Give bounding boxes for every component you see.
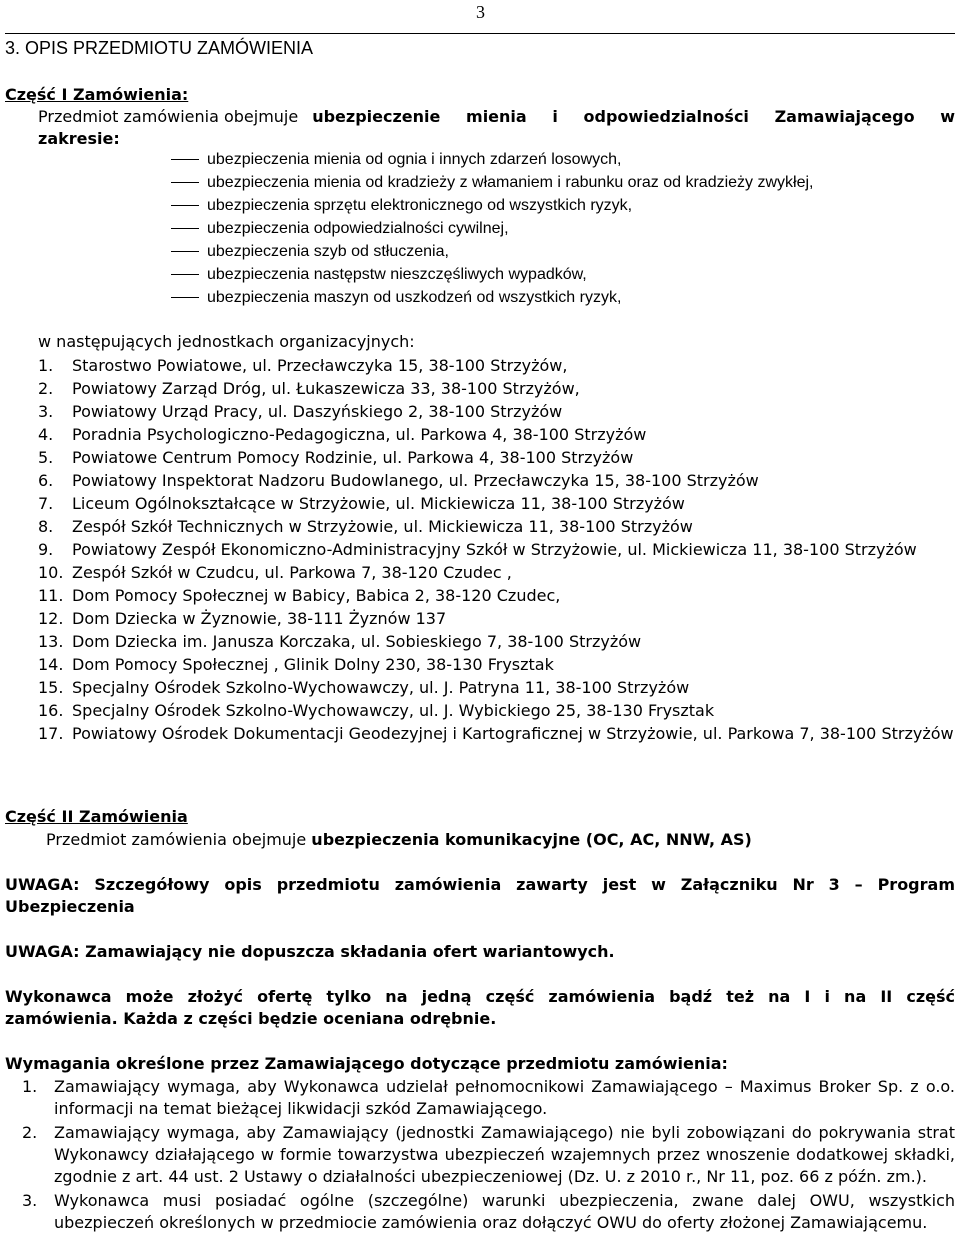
dash-bullet-icon — [171, 159, 199, 160]
section-header — [5, 33, 955, 61]
dash-bullet-icon — [171, 297, 199, 298]
list-item: 14. Dom Pomocy Społecznej , Glinik Dolny 230, 38-130 Frysztak — [38, 655, 554, 674]
scope-item: ubezpieczenia sprzętu elektronicznego od wszystkich ryzyk, — [171, 195, 632, 217]
part1-intro-bold: ubezpieczenie mienia i odpowiedzialności Zamawiającego w — [312, 107, 955, 126]
list-item: 12. Dom Dziecka w Żyznowie, 38-111 Żyznów 137 — [38, 609, 447, 628]
wykonawca-note-cont: zamówienia. Każda z części będzie oceniana odrębnie. — [5, 1009, 497, 1028]
list-item: 16. Specjalny Ośrodek Szkolno-Wychowawczy, ul. J. Wybickiego 25, 38-130 Frysztak — [38, 701, 715, 720]
list-item: 11. Dom Pomocy Społecznej w Babicy, Babica 2, 38-120 Czudec, — [38, 586, 561, 605]
uwaga-variants-note: UWAGA: Zamawiający nie dopuszcza składania ofert wariantowych. — [5, 942, 615, 961]
requirements-heading: Wymagania określone przez Zamawiającego dotyczące przedmiotu zamówienia: — [5, 1054, 728, 1073]
dash-bullet-icon — [171, 251, 199, 252]
list-item: 3. Wykonawca musi posiadać ogólne (szczególne) warunki ubezpieczenia, zwane dalej OWU, wszystkich ubezpieczeń określonych w przedmiocie zamówienia oraz dołączyć OWU do oferty złożonej Zamawiającemu. — [22, 1191, 955, 1232]
dash-bullet-icon — [171, 274, 199, 275]
part1-intro-bold-2: zakresie: — [38, 129, 120, 148]
list-item: 2. Zamawiający wymaga, aby Zamawiający (jednostki Zamawiającego) nie byli zobowiązani do pokrywania strat Wykonawcy działającego w formie towarzystwa ubezpieczeń wzajemnych przez wnoszenie dodatkowej składki, zgodnie z art. 44 ust. 2 Ustawy o działalności ubezpieczeniowej (Dz. U. z 2010 r., Nr 11, poz. 66 z późn. zm.). — [22, 1123, 955, 1186]
units-list — [38, 354, 958, 745]
scope-item: ubezpieczenia mienia od kradzieży z włamaniem i rabunku oraz od kradzieży zwykłej, — [171, 172, 814, 194]
scope-item: ubezpieczenia następstw nieszczęśliwych wypadków, — [171, 264, 587, 286]
dash-bullet-icon — [171, 205, 199, 206]
part1-intro-plain: Przedmiot zamówienia obejmuje — [38, 107, 299, 126]
list-item: 5. Powiatowe Centrum Pomocy Rodzinie, ul. Parkowa 4, 38-100 Strzyżów — [38, 448, 634, 467]
part2-intro — [46, 829, 752, 851]
list-item: 10. Zespół Szkół w Czudcu, ul. Parkowa 7, 38-120 Czudec , — [38, 563, 512, 582]
list-item: 4. Poradnia Psychologiczno-Pedagogiczna, ul. Parkowa 4, 38-100 Strzyżów — [38, 425, 647, 444]
list-item: 1. Starostwo Powiatowe, ul. Przecławczyka 15, 38-100 Strzyżów, — [38, 356, 568, 375]
dash-bullet-icon — [171, 228, 199, 229]
part1-heading: Część I Zamówienia: — [5, 85, 189, 104]
scope-item: ubezpieczenia szyb od stłuczenia, — [171, 241, 449, 263]
list-item: 7. Liceum Ogólnokształcące w Strzyżowie, ul. Mickiewicza 11, 38-100 Strzyżów — [38, 494, 685, 513]
list-item: 6. Powiatowy Inspektorat Nadzoru Budowlanego, ul. Przecławczyka 15, 38-100 Strzyżów — [38, 471, 759, 490]
part2-intro-plain: Przedmiot zamówienia obejmuje — [46, 830, 307, 849]
part2-intro-bold: ubezpieczenia komunikacyjne (OC, AC, NNW, AS) — [311, 830, 752, 849]
list-item: 13. Dom Dziecka im. Janusza Korczaka, ul. Sobieskiego 7, 38-100 Strzyżów — [38, 632, 642, 651]
section-title: 3. OPIS PRZEDMIOTU ZAMÓWIENIA — [5, 38, 314, 58]
list-item: 9. Powiatowy Zespół Ekonomiczno-Administracyjny Szkół w Strzyżowie, ul. Mickiewicza 11, 38-100 Strzyżów — [38, 540, 917, 559]
requirements-list — [22, 1076, 955, 1236]
scope-item: ubezpieczenia mienia od ognia i innych zdarzeń losowych, — [171, 149, 621, 171]
part1-intro — [38, 106, 955, 128]
uwaga-program-note-cont: Ubezpieczenia — [5, 897, 135, 916]
dash-bullet-icon — [171, 182, 199, 183]
scope-item: ubezpieczenia odpowiedzialności cywilnej, — [171, 218, 509, 240]
list-item: 3. Powiatowy Urząd Pracy, ul. Daszyńskiego 2, 38-100 Strzyżów — [38, 402, 563, 421]
uwaga-program-note: UWAGA: Szczegółowy opis przedmiotu zamówienia zawarty jest w Załączniku Nr 3 – Program — [5, 875, 955, 894]
page-number: 3 — [476, 2, 485, 22]
part2-heading: Część II Zamówienia — [5, 807, 188, 826]
list-item: 15. Specjalny Ośrodek Szkolno-Wychowawczy, ul. J. Patryna 11, 38-100 Strzyżów — [38, 678, 690, 697]
list-item: 8. Zespół Szkół Technicznych w Strzyżowie, ul. Mickiewicza 11, 38-100 Strzyżów — [38, 517, 693, 536]
units-intro: w następujących jednostkach organizacyjnych: — [38, 332, 415, 351]
list-item: 2. Powiatowy Zarząd Dróg, ul. Łukaszewicza 33, 38-100 Strzyżów, — [38, 379, 580, 398]
list-item: 17. Powiatowy Ośrodek Dokumentacji Geodezyjnej i Kartograficznej w Strzyżowie, ul. Parkowa 7, 38-100 Strzyżów — [38, 724, 954, 743]
list-item: 1. Zamawiający wymaga, aby Wykonawca udzielał pełnomocnikowi Zamawiającego – Maximus Broker Sp. z o.o. informacji na temat bieżącej likwidacji szkód Zamawiającego. — [22, 1077, 955, 1118]
wykonawca-note: Wykonawca może złożyć ofertę tylko na jedną część zamówienia bądź też na I i na II część — [5, 987, 955, 1006]
scope-item: ubezpieczenia maszyn od uszkodzeń od wszystkich ryzyk, — [171, 287, 621, 309]
